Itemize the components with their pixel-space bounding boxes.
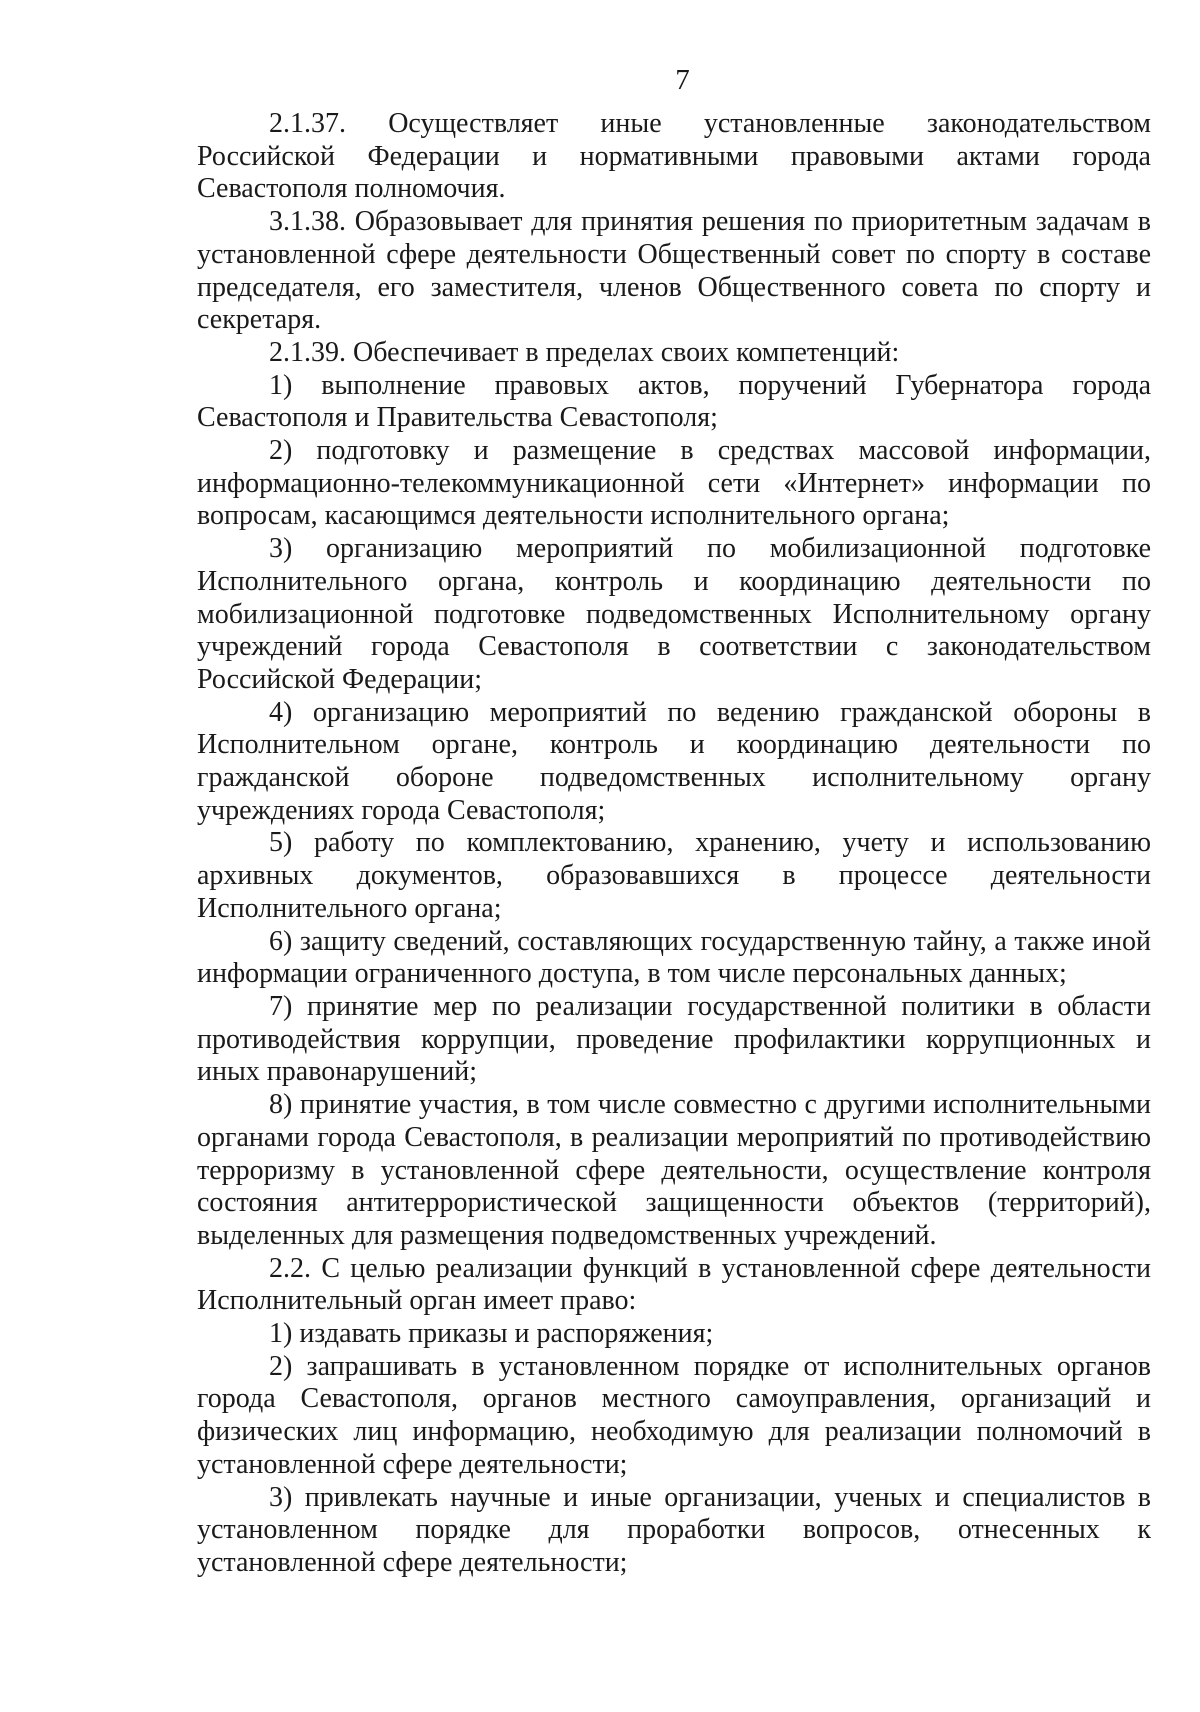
list-item-3: 3) организацию мероприятий по мобилизационной подготовке Исполнительного органа, контроль и координацию деятельности по мобилизационной подготовке подведомственных Исполнительному органу учреждений города Севастополя в соответствии с законодательством Российской Федерации; [197,533,1151,695]
rights-item-3: 3) привлекать научные и иные организации, ученых и специалистов в установленном порядке для проработки вопросов, отнесенных к установленной сфере деятельности; [197,1481,1151,1578]
list-item-1: 1) выполнение правовых актов, поручений Губернатора города Севастополя и Правительства Севастополя; [197,369,1151,434]
list-item-8: 8) принятие участия, в том числе совместно с другими исполнительными органами города Севастополя, в реализации мероприятий по противодействию терроризму в установленной сфере деятельности, осуществление контроля состояния антитеррористической защищенности объектов (территорий), выделенных для размещения подведомственных учреждений. [197,1089,1151,1251]
paragraph-2-1-37: 2.1.37. Осуществляет иные установленные законодательством Российской Федерации и нормативными правовыми актами города Севастополя полномочия. [197,108,1151,205]
page-number: 7 [675,64,690,96]
list-item-4: 4) организацию мероприятий по ведению гражданской обороны в Исполнительном органе, контроль и координацию деятельности по гражданской обороне подведомственных исполнительному органу учреждениях города Севастополя; [197,696,1151,826]
list-item-7: 7) принятие мер по реализации государственной политики в области противодействия коррупции, проведение профилактики коррупционных и иных правонарушений; [197,990,1151,1088]
document-body [197,108,1151,1580]
list-item-5: 5) работу по комплектованию, хранению, учету и использованию архивных документов, образовавшихся в процессе деятельности Исполнительного органа; [197,827,1151,924]
list-item-2: 2) подготовку и размещение в средствах массовой информации, информационно-телекоммуникационной сети «Интернет» информации по вопросам, касающимся деятельности исполнительного органа; [197,435,1151,532]
paragraph-2-1-39: 2.1.39. Обеспечивает в пределах своих компетенций: [269,336,900,368]
list-item-6: 6) защиту сведений, составляющих государственную тайну, а также иной информации ограниченного доступа, в том числе персональных данных; [197,925,1151,990]
paragraph-3-1-38: 3.1.38. Образовывает для принятия решения по приоритетным задачам в установленной сфере деятельности Общественный совет по спорту в составе председателя, его заместителя, членов Общественного совета по спорту и секретаря. [197,206,1151,336]
rights-item-1: 1) издавать приказы и распоряжения; [269,1318,714,1350]
paragraph-2-2: 2.2. С целью реализации функций в установленной сфере деятельности Исполнительный орган имеет право: [197,1252,1151,1317]
rights-item-2: 2) запрашивать в установленном порядке от исполнительных органов города Севастополя, органов местного самоуправления, организаций и физических лиц информацию, необходимую для реализации полномочий в установленной сфере деятельности; [197,1350,1151,1480]
